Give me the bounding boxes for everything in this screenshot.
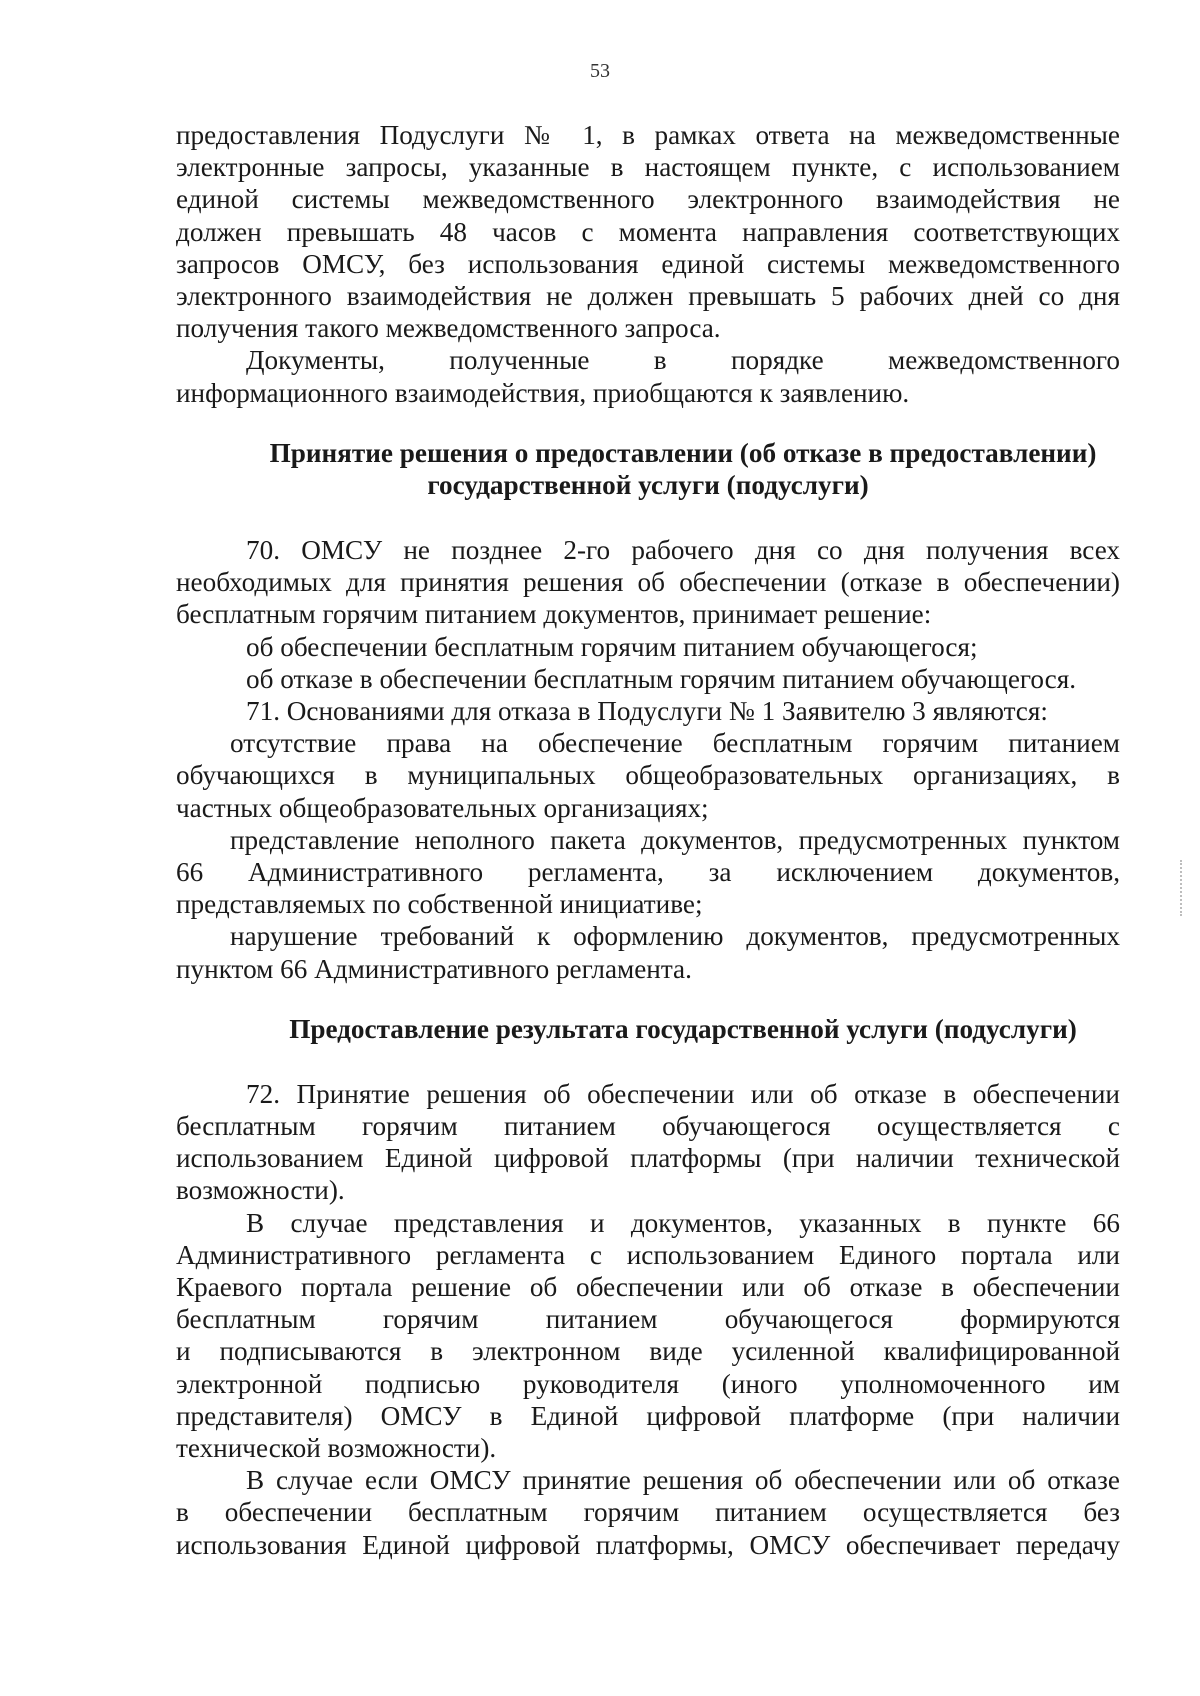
text-line: Административного регламента с использованием Единого портала или [176, 1239, 1120, 1270]
text-line: использования Единой цифровой платформы, ОМСУ обеспечивает передачу [176, 1529, 1120, 1560]
text-line: единой системы межведомственного электронного взаимодействия не [176, 184, 1120, 215]
text-line: 72. Принятие решения об обеспечении или об отказе в обеспечении [246, 1078, 1120, 1109]
text-line: бесплатным горячим питанием обучающегося осуществляется с [176, 1111, 1120, 1142]
text-line: предоставления Подуслуги № 1, в рамках ответа на межведомственные [176, 120, 1120, 150]
text-line: отсутствие права на обеспечение бесплатным горячим питанием [230, 728, 1120, 759]
text-line: В случае представления и документов, указанных в пункте 66 [246, 1207, 1120, 1238]
text-line: информационного взаимодействия, приобщаются к заявлению. [176, 377, 910, 408]
text-line: электронного взаимодействия не должен превышать 5 рабочих дней со дня [176, 280, 1120, 311]
scan-margin-marks [1180, 860, 1184, 916]
text-line: пунктом 66 Административного регламента. [176, 953, 692, 984]
text-line: представляемых по собственной инициативе; [176, 889, 703, 920]
text-line: электронные запросы, указанные в настоящем пункте, с использованием [176, 152, 1120, 183]
text-line: обучающихся в муниципальных общеобразовательных организациях, в [176, 760, 1120, 791]
section-heading: Принятие решения о предоставлении (об отказе в предоставлении) [269, 437, 1097, 468]
page-number: 53 [590, 60, 610, 82]
document-body [176, 119, 1120, 1561]
section-heading: Предоставление результата государственной услуги (подуслуги) [289, 1013, 1077, 1044]
text-line: представителя) ОМСУ в Единой цифровой платформе (при наличии [176, 1400, 1120, 1431]
text-line: 66 Административного регламента, за исключением документов, [176, 856, 1120, 887]
text-line: Краевого портала решение об обеспечении или об отказе в обеспечении [176, 1272, 1120, 1302]
text-line: нарушение требований к оформлению документов, предусмотренных [230, 921, 1120, 952]
text-line: бесплатным горячим питанием обучающегося формируются [176, 1304, 1120, 1335]
text-line: запросов ОМСУ, без использования единой системы межведомственного [176, 248, 1120, 279]
text-line: необходимых для принятия решения об обеспечении (отказе в обеспечении) [176, 567, 1120, 598]
text-line: возможности). [176, 1175, 345, 1206]
text-line: представление неполного пакета документов, предусмотренных пунктом [230, 824, 1120, 855]
text-line: электронной подписью руководителя (иного уполномоченного им [176, 1368, 1120, 1399]
text-line: в обеспечении бесплатным горячим питанием осуществляется без [176, 1497, 1120, 1528]
text-line: 71. Основаниями для отказа в Подуслуги № 1 Заявителю 3 являются: [246, 696, 1048, 726]
text-line: 70. ОМСУ не позднее 2-го рабочего дня со дня получения всех [246, 535, 1120, 566]
text-line: бесплатным горячим питанием документов, принимает решение: [176, 599, 932, 630]
text-line: технической возможности). [176, 1432, 497, 1463]
text-line: об отказе в обеспечении бесплатным горячим питанием обучающегося. [246, 663, 1077, 694]
text-line: Документы, полученные в порядке межведомственного [246, 345, 1120, 376]
text-line: должен превышать 48 часов с момента направления соответствующих [176, 216, 1120, 247]
section-heading: государственной услуги (подуслуги) [427, 469, 869, 500]
text-line: и подписываются в электронном виде усиленной квалифицированной [176, 1336, 1120, 1367]
text-line: использованием Единой цифровой платформы (при наличии технической [176, 1143, 1120, 1174]
text-line: получения такого межведомственного запроса. [176, 313, 721, 344]
text-line: В случае если ОМСУ принятие решения об обеспечении или об отказе [246, 1465, 1120, 1496]
text-line: частных общеобразовательных организациях; [176, 792, 709, 823]
text-line: об обеспечении бесплатным горячим питанием обучающегося; [246, 631, 978, 662]
